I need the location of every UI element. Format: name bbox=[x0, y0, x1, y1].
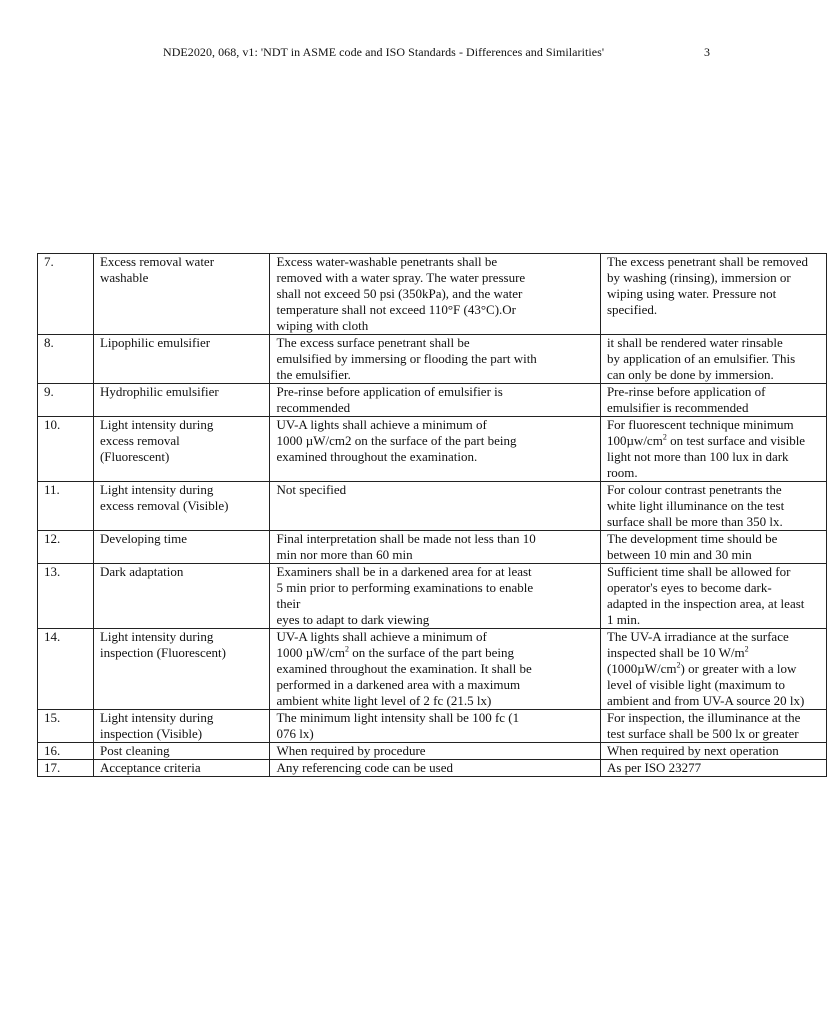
asme-cell: UV-A lights shall achieve a minimum of 1000 µW/cm2 on the surface of the part being examined throughout the examination. bbox=[270, 417, 600, 482]
row-number: 10. bbox=[38, 417, 94, 482]
asme-cell: Any referencing code can be used bbox=[270, 760, 600, 777]
superscript: 2 bbox=[744, 644, 749, 654]
iso-text: (1000µW/cm bbox=[606, 661, 677, 676]
asme-cell: Examiners shall be in a darkened area for at least 5 min prior to performing examinations to enable their eyes to adapt to dark viewing bbox=[270, 564, 600, 629]
parameter-cell: Light intensity during inspection (Fluorescent) bbox=[93, 629, 270, 710]
asme-cell: The minimum light intensity shall be 100 fc (1 076 lx) bbox=[270, 710, 600, 743]
iso-text: on test surface and visible bbox=[666, 433, 806, 448]
table-row bbox=[38, 254, 827, 335]
table-row bbox=[38, 384, 827, 417]
table-row bbox=[38, 629, 827, 710]
table-row bbox=[38, 531, 827, 564]
row-number: 16. bbox=[38, 743, 94, 760]
iso-cell: When required by next operation bbox=[600, 743, 826, 760]
superscript: 2 bbox=[676, 660, 681, 670]
asme-cell bbox=[270, 629, 600, 710]
parameter-cell: Developing time bbox=[93, 531, 270, 564]
page-number: 3 bbox=[704, 45, 710, 59]
table-row bbox=[38, 743, 827, 760]
iso-cell bbox=[600, 417, 826, 482]
iso-text: For fluorescent technique minimum bbox=[606, 417, 794, 432]
row-number: 15. bbox=[38, 710, 94, 743]
asme-text: 1000 µW/cm bbox=[276, 645, 345, 660]
parameter-cell: Dark adaptation bbox=[93, 564, 270, 629]
parameter-cell: Light intensity during excess removal (Visible) bbox=[93, 482, 270, 531]
iso-cell: Sufficient time shall be allowed for operator's eyes to become dark- adapted in the inspection area, at least 1 min. bbox=[600, 564, 826, 629]
iso-text: 100µw/cm bbox=[606, 433, 663, 448]
asme-cell: Pre-rinse before application of emulsifier is recommended bbox=[270, 384, 600, 417]
table-row bbox=[38, 335, 827, 384]
asme-text: on the surface of the part being bbox=[349, 645, 514, 660]
iso-text: light not more than 100 lux in dark bbox=[606, 449, 789, 464]
asme-text: UV-A lights shall achieve a minimum of bbox=[276, 629, 487, 644]
iso-cell: For colour contrast penetrants the white light illuminance on the test surface shall be more than 350 lx. bbox=[600, 482, 826, 531]
iso-cell: The development time should be between 10 min and 30 min bbox=[600, 531, 826, 564]
asme-cell: Excess water-washable penetrants shall be removed with a water spray. The water pressure shall not exceed 50 psi (350kPa), and the water temperature shall not exceed 110°F (43°C).Or wiping with cloth bbox=[270, 254, 600, 335]
iso-cell: it shall be rendered water rinsable by application of an emulsifier. This can only be done by immersion. bbox=[600, 335, 826, 384]
asme-cell: Not specified bbox=[270, 482, 600, 531]
parameter-cell: Light intensity during inspection (Visible) bbox=[93, 710, 270, 743]
asme-cell: The excess surface penetrant shall be emulsified by immersing or flooding the part with the emulsifier. bbox=[270, 335, 600, 384]
parameter-cell: Hydrophilic emulsifier bbox=[93, 384, 270, 417]
parameter-cell: Post cleaning bbox=[93, 743, 270, 760]
parameter-cell: Acceptance criteria bbox=[93, 760, 270, 777]
row-number: 7. bbox=[38, 254, 94, 335]
iso-cell: For inspection, the illuminance at the test surface shall be 500 lx or greater bbox=[600, 710, 826, 743]
iso-cell: The excess penetrant shall be removed by washing (rinsing), immersion or wiping using water. Pressure not specified. bbox=[600, 254, 826, 335]
iso-cell: Pre-rinse before application of emulsifier is recommended bbox=[600, 384, 826, 417]
iso-text: room. bbox=[606, 465, 638, 480]
iso-text: ) or greater with a low level of visible light (maximum to ambient and from UV-A source 20 lx) bbox=[606, 661, 805, 708]
table-row bbox=[38, 760, 827, 777]
asme-text: examined throughout the examination. It shall be performed in a darkened area with a maximum ambient white light level of 2 fc (21.5 lx) bbox=[276, 661, 532, 708]
iso-text: The UV-A irradiance at the surface inspected shall be 10 W/m bbox=[606, 629, 789, 660]
row-number: 11. bbox=[38, 482, 94, 531]
asme-cell: Final interpretation shall be made not less than 10 min nor more than 60 min bbox=[270, 531, 600, 564]
superscript: 2 bbox=[345, 644, 349, 654]
row-number: 9. bbox=[38, 384, 94, 417]
parameter-cell: Excess removal water washable bbox=[93, 254, 270, 335]
table-row bbox=[38, 710, 827, 743]
page-header-title: NDE2020, 068, v1: 'NDT in ASME code and ISO Standards - Differences and Similarities' bbox=[163, 45, 605, 59]
iso-cell: As per ISO 23277 bbox=[600, 760, 826, 777]
comparison-table bbox=[37, 253, 827, 777]
row-number: 13. bbox=[38, 564, 94, 629]
table-row bbox=[38, 564, 827, 629]
table-row bbox=[38, 482, 827, 531]
parameter-cell: Lipophilic emulsifier bbox=[93, 335, 270, 384]
row-number: 12. bbox=[38, 531, 94, 564]
superscript: 2 bbox=[662, 432, 667, 442]
row-number: 14. bbox=[38, 629, 94, 710]
table-row bbox=[38, 417, 827, 482]
row-number: 8. bbox=[38, 335, 94, 384]
iso-cell bbox=[600, 629, 826, 710]
parameter-cell: Light intensity during excess removal (Fluorescent) bbox=[93, 417, 270, 482]
asme-cell: When required by procedure bbox=[270, 743, 600, 760]
row-number: 17. bbox=[38, 760, 94, 777]
